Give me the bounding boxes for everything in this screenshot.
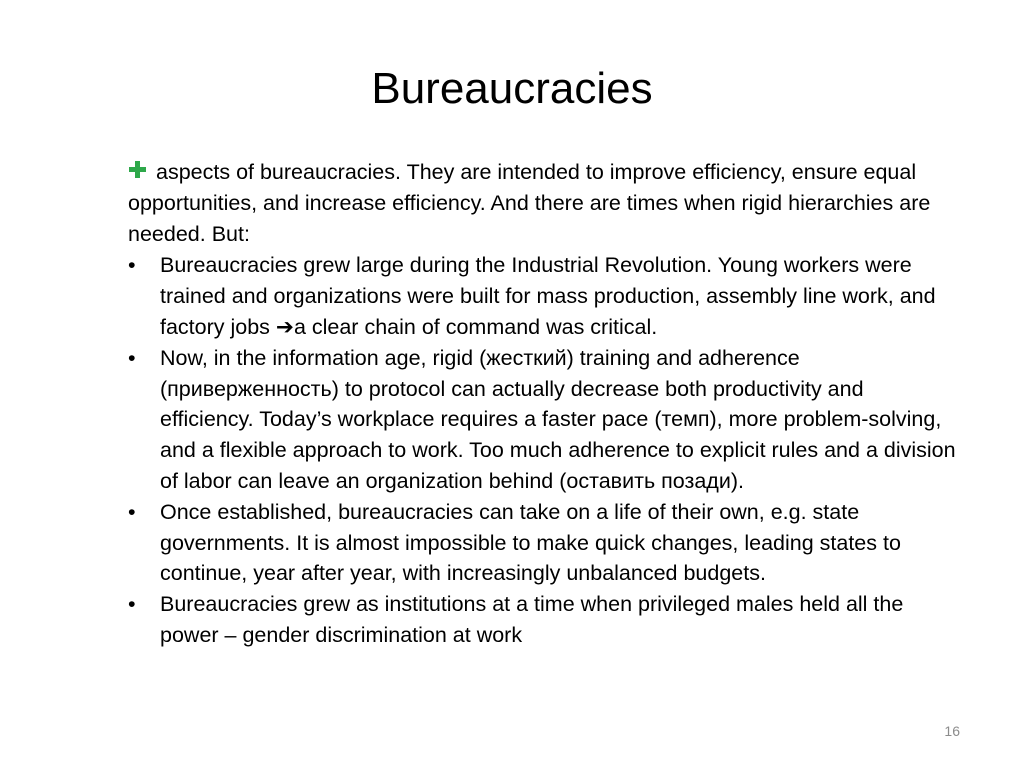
bullet-icon: • [128,499,136,524]
slide-title: Bureaucracies [371,64,653,113]
bullet-icon: • [128,345,136,370]
bullet-text: Once established, bureaucracies can take on a life of their own, e.g. state governments. It is almost impossible to make quick changes, leading states to continue, year after year, with increasingly unbalanced budgets. [160,499,901,586]
intro-text: aspects of bureaucracies. They are intended to improve efficiency, ensure equal opportunities, and increase efficiency. And there are times when rigid hierarchies are needed. But: [128,160,931,246]
bullet-text: Bureaucracies grew as institutions at a time when privileged males held all the power – gender discrimination at work [160,592,904,647]
page-number: 16 [944,723,960,739]
bullet-list [128,250,958,650]
bullet-icon: • [128,592,136,617]
plus-icon [129,161,146,178]
bullet-text: Bureaucracies grew large during the Industrial Revolution. Young workers were trained and organizations were built for mass production, assembly line work, and factory jobs [160,253,936,339]
arrow-right-icon: ➔ [275,314,294,339]
slide-body [128,157,958,651]
bullet-text: a clear chain of command was critical. [293,314,658,339]
list-item [128,589,958,651]
list-item [128,250,958,342]
bullet-text: Now, in the information age, rigid (жесткий) training and adherence (приверженность) to protocol can actually decrease both productivity and efficiency. Today’s workplace requires a faster pace (темп), more problem-solving, and a flexible approach to work. Too much adherence to explicit rules and a division of labor can leave an organization behind (оставить позади). [160,345,956,493]
list-item [128,497,958,589]
bullet-icon: • [128,253,136,278]
intro-paragraph [128,157,958,249]
list-item [128,343,958,497]
